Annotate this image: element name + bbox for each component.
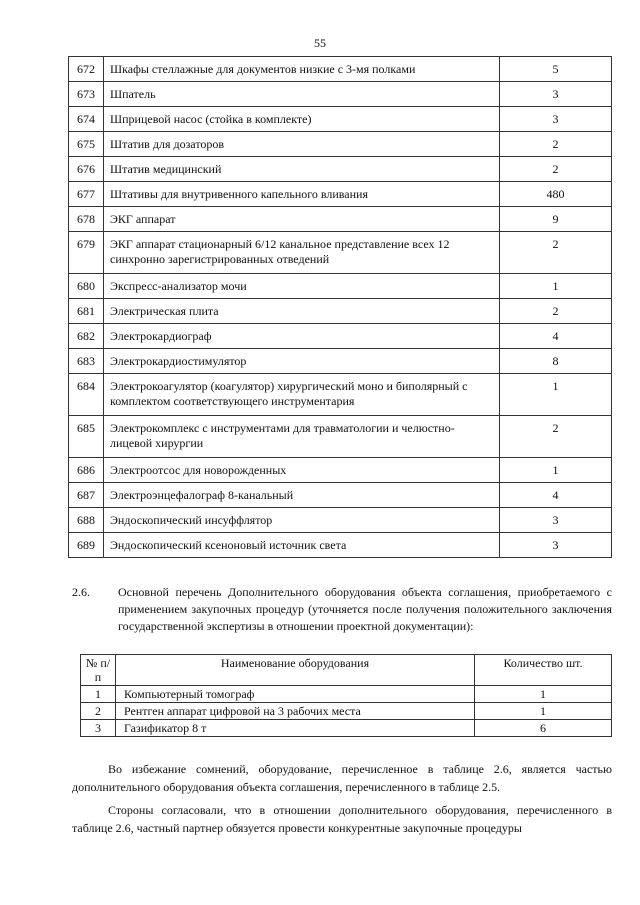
paragraph-clarification: Во избежание сомнений, оборудование, перечисленное в таблице 2.6, является частью дополнительного оборудования объекта соглашения, перечисленного в таблице 2.5. [72,762,612,794]
table-row [69,107,612,132]
equipment-name: Штатив медицинский [104,157,500,182]
table-row [69,458,612,483]
table-row [81,703,612,720]
equipment-quantity: 2 [500,232,612,274]
equipment-name: Рентген аппарат цифровой на 3 рабочих места [116,703,475,720]
equipment-quantity: 5 [500,57,612,82]
row-number: 682 [69,324,104,349]
equipment-name: Газификатор 8 т [116,720,475,737]
table-header-row [81,655,612,686]
row-number: 674 [69,107,104,132]
table-row [81,720,612,737]
row-number: 680 [69,274,104,299]
additional-equipment-table [80,654,612,737]
paragraph-procurement: Стороны согласовали, что в отношении дополнительного оборудования, перечисленного в таблице 2.6, частный партнер обязуется провести конкурентные закупочные процедуры [72,803,612,835]
equipment-quantity: 1 [500,274,612,299]
equipment-quantity: 8 [500,349,612,374]
row-number: 2 [81,703,116,720]
row-number: 684 [69,374,104,416]
table-row [81,686,612,703]
row-number: 688 [69,508,104,533]
equipment-quantity: 2 [500,132,612,157]
row-number: 675 [69,132,104,157]
equipment-quantity: 3 [500,82,612,107]
equipment-quantity: 3 [500,533,612,558]
table-row [69,274,612,299]
equipment-quantity: 1 [475,703,612,720]
header-number: № п/п [81,655,116,686]
row-number: 677 [69,182,104,207]
equipment-quantity: 4 [500,324,612,349]
table-row [69,157,612,182]
table-row [69,132,612,157]
equipment-name: Электрокомплекс с инструментами для травматологии и челюстно-лицевой хирургии [104,416,500,458]
row-number: 681 [69,299,104,324]
row-number: 683 [69,349,104,374]
equipment-quantity: 1 [500,458,612,483]
table-row [69,324,612,349]
row-number: 679 [69,232,104,274]
table-row [69,182,612,207]
row-number: 1 [81,686,116,703]
equipment-quantity: 1 [500,374,612,416]
row-number: 672 [69,57,104,82]
equipment-name: ЭКГ аппарат [104,207,500,232]
table-row [69,349,612,374]
table-row [69,533,612,558]
header-quantity: Количество шт. [475,655,612,686]
equipment-name: Электрокардиограф [104,324,500,349]
equipment-name: Штатив для дозаторов [104,132,500,157]
equipment-name: Электроэнцефалограф 8-канальный [104,483,500,508]
table-row [69,299,612,324]
table-row [69,57,612,82]
table-row [69,508,612,533]
equipment-name: Штативы для внутривенного капельного вливания [104,182,500,207]
equipment-name: Электрическая плита [104,299,500,324]
table-row [69,207,612,232]
page-number: 55 [314,36,326,50]
equipment-name: Электрокоагулятор (коагулятор) хирургический моно и биполярный с комплектом соответствующего инструментария [104,374,500,416]
equipment-table [68,56,612,558]
equipment-quantity: 2 [500,299,612,324]
table-row [69,232,612,274]
equipment-name: Шкафы стеллажные для документов низкие с 3-мя полками [104,57,500,82]
row-number: 686 [69,458,104,483]
row-number: 673 [69,82,104,107]
row-number: 689 [69,533,104,558]
header-name: Наименование оборудования [116,655,475,686]
row-number: 676 [69,157,104,182]
equipment-quantity: 480 [500,182,612,207]
equipment-quantity: 6 [475,720,612,737]
table-row [69,82,612,107]
equipment-quantity: 3 [500,107,612,132]
equipment-name: Электроотсос для новорожденных [104,458,500,483]
equipment-name: Шпатель [104,82,500,107]
equipment-quantity: 2 [500,416,612,458]
row-number: 687 [69,483,104,508]
row-number: 685 [69,416,104,458]
equipment-quantity: 2 [500,157,612,182]
table-row [69,374,612,416]
table-row [69,483,612,508]
equipment-name: Шприцевой насос (стойка в комплекте) [104,107,500,132]
row-number: 678 [69,207,104,232]
equipment-name: Экспресс-анализатор мочи [104,274,500,299]
table-row [69,416,612,458]
equipment-name: Компьютерный томограф [116,686,475,703]
section-text: Основной перечень Дополнительного оборудования объекта соглашения, приобретаемого с применением закупочных процедур (уточняется после получения положительного заключения государственной экспертизы в отношении проектной документации): [118,585,612,633]
equipment-name: Электрокардиостимулятор [104,349,500,374]
equipment-name: ЭКГ аппарат стационарный 6/12 канальное представление всех 12 синхронно зарегистрированных отведений [104,232,500,274]
equipment-quantity: 3 [500,508,612,533]
section-2-6 [72,584,612,635]
row-number: 3 [81,720,116,737]
equipment-quantity: 4 [500,483,612,508]
equipment-name: Эндоскопический ксеноновый источник света [104,533,500,558]
equipment-quantity: 9 [500,207,612,232]
section-number: 2.6. [72,585,90,599]
equipment-quantity: 1 [475,686,612,703]
equipment-name: Эндоскопический инсуффлятор [104,508,500,533]
